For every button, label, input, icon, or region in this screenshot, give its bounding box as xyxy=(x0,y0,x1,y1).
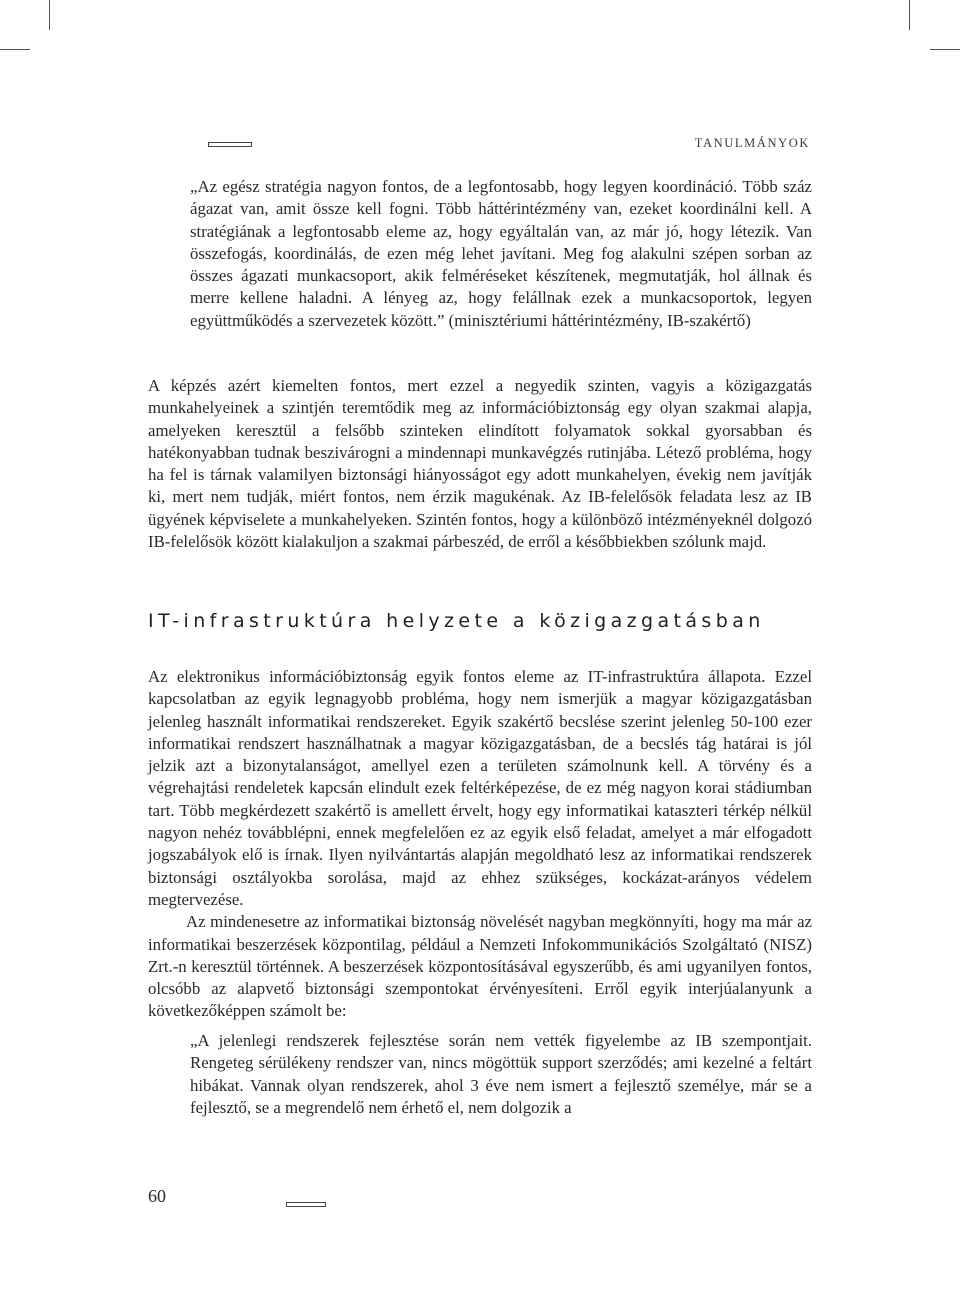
crop-mark-top-left xyxy=(49,0,50,30)
crop-mark-left xyxy=(0,49,30,50)
body-paragraph-1 xyxy=(148,375,812,553)
crop-mark-top-right xyxy=(909,0,910,30)
running-head: TANULMÁNYOK xyxy=(694,136,810,150)
header-rule-ornament xyxy=(208,142,252,147)
body-paragraphs-2-3 xyxy=(148,666,812,1023)
block-quote-1: „Az egész stratégia nagyon fontos, de a legfontosabb, hogy legyen koordináció. Több száz ágazat van, amit össze kell fogni. Több háttérintézmény van, ezeket koordinálni kell. A stratégiának a legfontosabb eleme az, hogy egyáltalán van, az már jó, hogy létezik. Van összefogás, koordinálás, de ezen még lehet javítani. Meg fog alakulni szépen sorban az összes ágazati munkacsoport, akik felméréseket készítenek, megmutatják, hol állnak és merre kellene haladni. A lényeg az, hogy felállnak ezek a munkacsoportok, legyen együttműködés a szervezetek között.” (minisztériumi háttérintézmény, IB-szakértő) xyxy=(190,177,812,330)
paragraph-3-text: Az mindenesetre az informatikai biztonság növelését nagyban megkönnyíti, hogy ma már az informatikai beszerzések központilag, például a Nemzeti Infokommunikációs Szolgáltató (NISZ) Zrt.-n keresztül történnek. A beszerzések központosításával egyszerűbb, és ami ugyanilyen fontos, olcsóbb az alapvető biztonsági szempontokat érvényesíteni. Erről egyik interjúalanyunk a következőképpen számolt be: xyxy=(148,912,812,1021)
section-heading: IT-infrastruktúra helyzete a közigazgatásban xyxy=(148,610,765,632)
page-number: 60 xyxy=(148,1186,166,1206)
crop-mark-right xyxy=(930,49,960,50)
block-quote-2: „A jelenlegi rendszerek fejlesztése során nem vették figyelembe az IB szempontjait. Rengeteg sérülékeny rendszer van, nincs mögöttük support szerződés; ami kezelné a feltárt hibákat. Vannak olyan rendszerek, ahol 3 éve nem ismert a fejlesztő személye, már se a fejlesztő, se a megrendelő nem érhető el, nem dolgozik a xyxy=(190,1031,812,1117)
paragraph-1-text: A képzés azért kiemelten fontos, mert ezzel a negyedik szinten, vagyis a közigazgatás munkahelyeinek a szintjén teremtődik meg az információbiztonság egy olyan szakmai alapja, amelyeken keresztül a felsőbb szinteken elindított folyamatok sokkal gyorsabban és hatékonyabban tudnak beszivárogni a mindennapi munkavégzés rutinjába. Létező probléma, hogy ha fel is tárnak valamilyen biztonsági hiányosságot egy adott munkahelyen, évekig nem javítják ki, mert nem tudják, miért fontos, nem érzik magukénak. Az IB-felelősök feladata lesz az IB ügyének képviselete a munkahelyeken. Szintén fontos, hogy a különböző intézményeknél dolgozó IB-felelősök között kialakuljon a szakmai párbeszéd, de erről a későbbiekben szólunk majd. xyxy=(148,376,812,552)
footer-rule-ornament xyxy=(286,1202,326,1207)
paragraph-2-text: Az elektronikus információbiztonság egyik fontos eleme az IT-infrastruktúra állapota. Ezzel kapcsolatban az egyik legnagyobb probléma, hogy nem ismerjük a magyar közigazgatásban jelenleg használt informatikai rendszereket. Egyik szakértő becslése szerint jelenleg 50-100 ezer informatikai rendszert használhatnak a magyar közigazgatásban, de a becslés tág határai is jól jelzik azt a bizonytalanságot, amellyel ezen a területen számolnunk kell. A törvény és a végrehajtási rendeletek kapcsán elindult ezek feltérképezése, de ez még nagyon korai stádiumban tart. Több megkérdezett szakértő is amellett érvelt, hogy egy informatikai kataszteri térkép nélkül nagyon nehéz továbblépni, ennek megfelelően ez az egyik első feladat, amelyet a már elfogadott jogszabályok elő is írnak. Ilyen nyilvántartás alapján megoldható lesz az informatikai rendszerek biztonsági osztályokba sorolása, majd az ehhez szükséges, kockázat-arányos védelem megtervezése. xyxy=(148,667,812,909)
